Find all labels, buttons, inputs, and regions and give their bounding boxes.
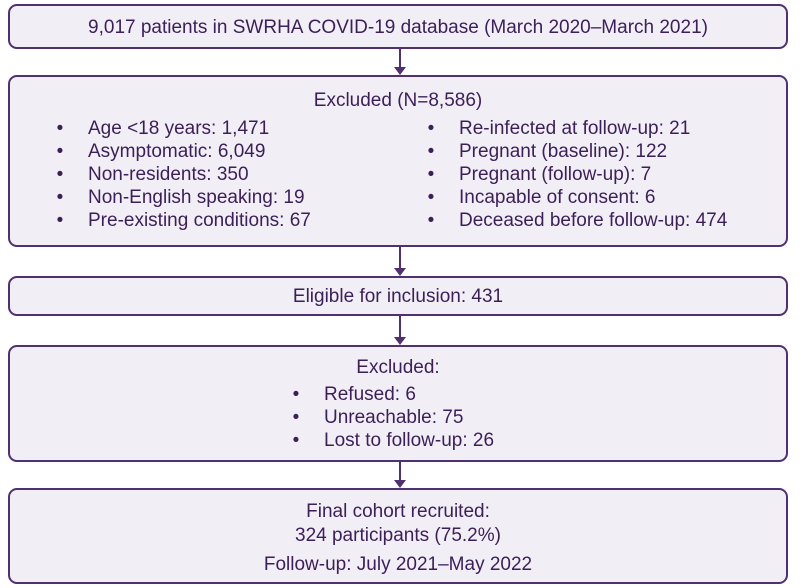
bullet-icon: • (427, 187, 435, 208)
flow-arrow-4 (392, 462, 408, 488)
exclusion-item: • Deceased before follow-up: 474 (421, 209, 727, 232)
flow-arrow-1 (392, 49, 408, 75)
arrow-down-icon (394, 337, 406, 345)
exclusion-item: • Refused: 6 (286, 383, 494, 406)
bullet-icon: • (56, 118, 64, 139)
bullet-icon: • (427, 164, 435, 185)
exclusion-item: • Unreachable: 75 (286, 406, 494, 429)
final-cohort-box (8, 488, 788, 584)
second-exclusion-list (286, 383, 494, 452)
exclusion-item: • Re-infected at follow-up: 21 (421, 117, 727, 140)
exclusion-item: • Age <18 years: 1,471 (50, 117, 311, 140)
follow-up-period: Follow-up: July 2021–May 2022 (263, 554, 533, 575)
exclusion-item: • Asymptomatic: 6,049 (50, 140, 311, 163)
bullet-icon: • (56, 187, 64, 208)
bullet-icon: • (292, 430, 300, 451)
bullet-icon: • (292, 407, 300, 428)
bullet-icon: • (56, 210, 64, 231)
flow-arrow-3 (392, 316, 408, 345)
exclusion-item: • Lost to follow-up: 26 (286, 429, 494, 452)
eligible-box (8, 276, 788, 316)
second-exclusion-box (8, 345, 788, 462)
arrow-down-icon (394, 268, 406, 276)
bullet-icon: • (427, 141, 435, 162)
arrow-down-icon (394, 67, 406, 75)
source-database-text: 9,017 patients in SWRHA COVID-19 database (March 2020–March 2021) (88, 17, 708, 38)
bullet-icon: • (427, 210, 435, 231)
exclusion-item: • Pre-existing conditions: 67 (50, 209, 311, 232)
final-cohort-count: 324 participants (75.2%) (295, 525, 501, 546)
arrow-down-icon (394, 480, 406, 488)
exclusion-list-right (421, 117, 727, 232)
first-exclusion-box (8, 75, 788, 247)
exclusion-list-left (50, 117, 311, 232)
exclusion-item: • Non-residents: 350 (50, 163, 311, 186)
eligible-text: Eligible for inclusion: 431 (292, 286, 504, 307)
final-cohort-title: Final cohort recruited: (306, 501, 490, 522)
exclusion-item: • Pregnant (baseline): 122 (421, 140, 727, 163)
source-database-box (8, 4, 788, 49)
exclusion-item: • Incapable of consent: 6 (421, 186, 727, 209)
flow-arrow-2 (392, 247, 408, 276)
bullet-icon: • (56, 141, 64, 162)
exclusion-item: • Pregnant (follow-up): 7 (421, 163, 727, 186)
exclusion-item: • Non-English speaking: 19 (50, 186, 311, 209)
first-exclusion-title: Excluded (N=8,586) (313, 90, 483, 111)
second-exclusion-title: Excluded: (356, 357, 440, 378)
bullet-icon: • (56, 164, 64, 185)
bullet-icon: • (292, 384, 300, 405)
bullet-icon: • (427, 118, 435, 139)
